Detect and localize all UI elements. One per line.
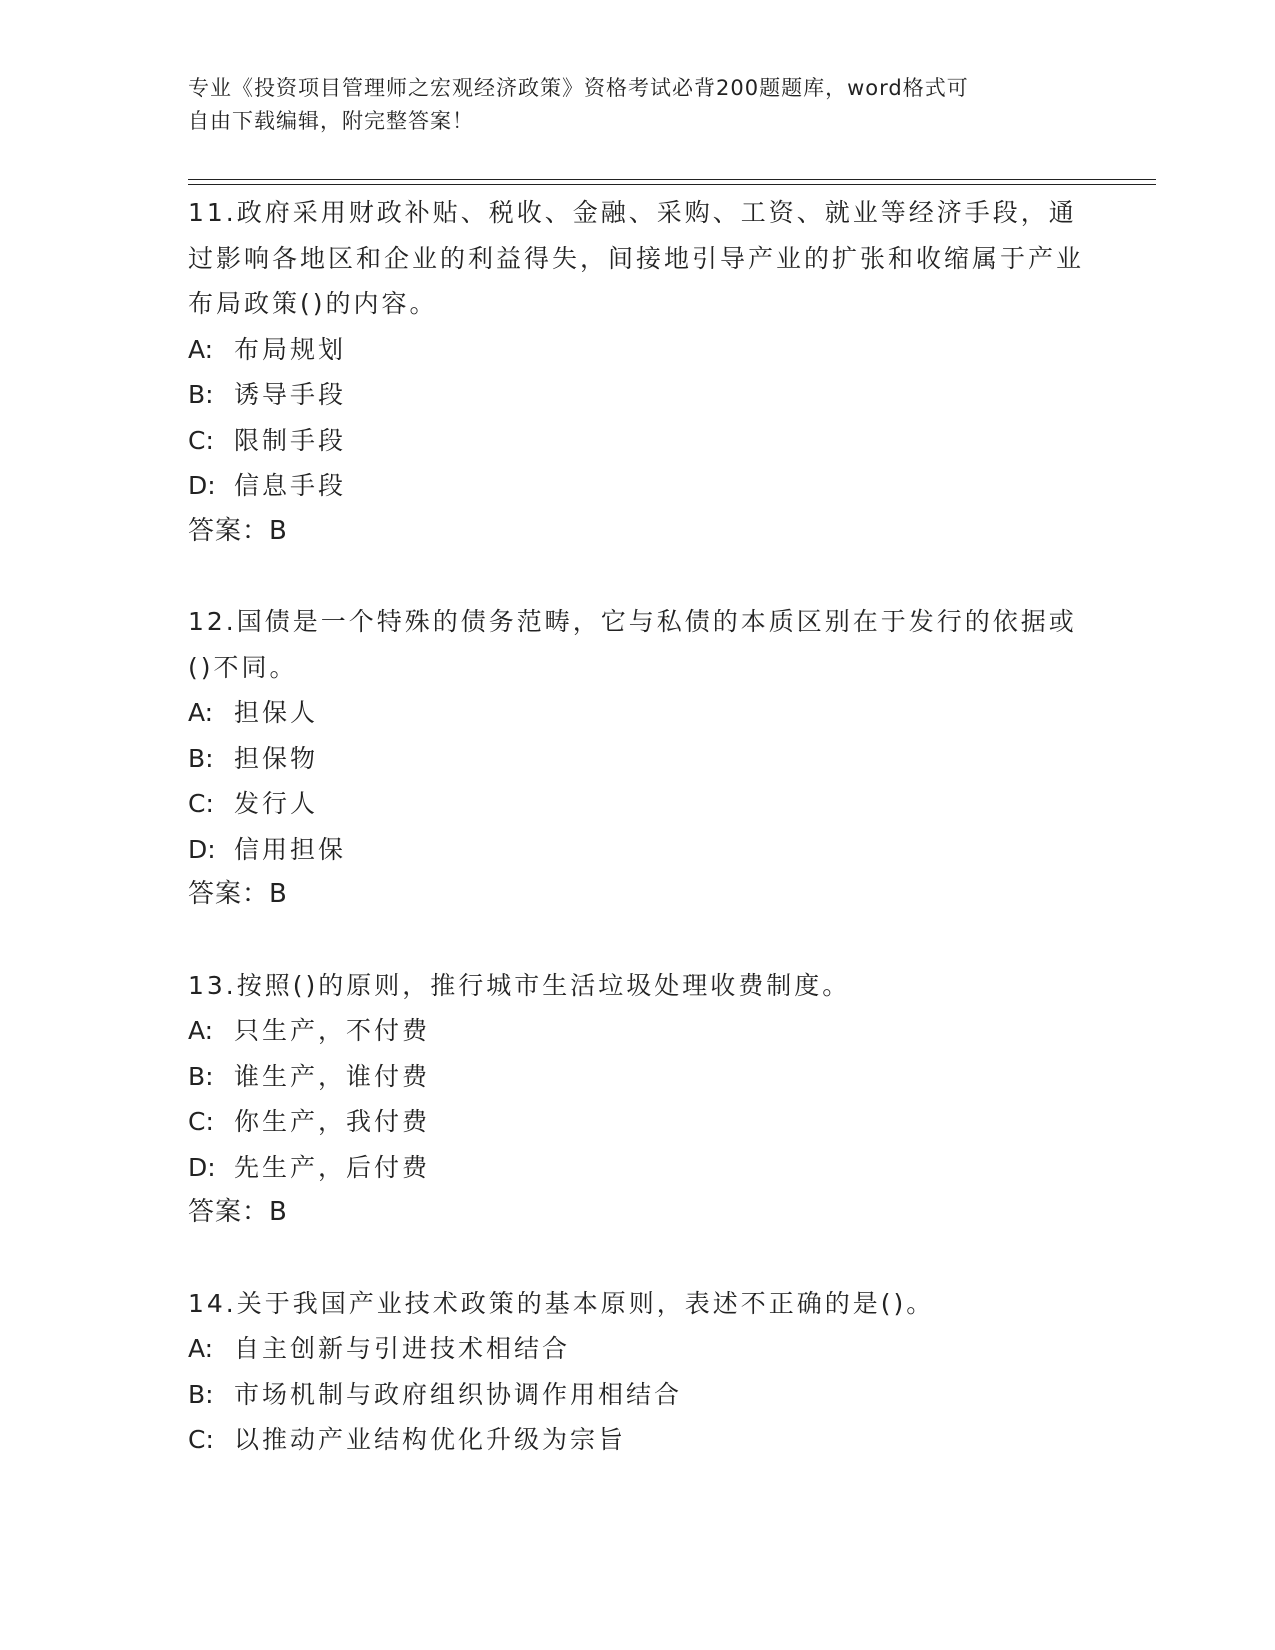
question-text: 12.国债是一个特殊的债务范畴，它与私债的本质区别在于发行的依据或()不同。 [188, 607, 1077, 682]
question-text: 13.按照()的原则，推行城市生活垃圾处理收费制度。 [188, 970, 851, 1000]
option-letter: B: [188, 743, 214, 773]
question-text: 14.关于我国产业技术政策的基本原则，表述不正确的是()。 [188, 1288, 935, 1318]
option-letter: C: [188, 1425, 214, 1454]
option-text: 限制手段 [234, 425, 347, 455]
option-letter: C: [188, 789, 214, 818]
header-divider-bottom [188, 184, 1156, 185]
question-11 [188, 190, 1088, 554]
option-letter: D: [188, 834, 216, 864]
option-text: 信用担保 [234, 834, 347, 864]
header-divider-top [188, 179, 1156, 180]
option-letter: C: [188, 1107, 214, 1136]
option-letter: D: [188, 471, 216, 500]
option-letter: B: [188, 380, 214, 409]
option-a [188, 1008, 1088, 1054]
option-d [188, 827, 1088, 873]
answer-line: 答案：B [188, 1197, 288, 1227]
option-c [188, 418, 1088, 464]
option-text: 担保物 [234, 743, 319, 773]
option-b [188, 736, 1088, 782]
option-letter: B: [188, 1061, 214, 1091]
option-b [188, 1372, 1088, 1418]
question-text: 11.政府采用财政补贴、税收、金融、采购、工资、就业等经济手段，通过影响各地区和企业的利益得失，间接地引导产业的扩张和收缩属于产业布局政策()的内容。 [188, 198, 1085, 318]
option-text: 诱导手段 [234, 380, 347, 409]
option-text: 先生产，后付费 [234, 1152, 431, 1182]
question-13 [188, 963, 1088, 1236]
option-b [188, 1054, 1088, 1100]
option-d [188, 1145, 1088, 1191]
option-letter: A: [188, 698, 214, 727]
option-text: 发行人 [234, 789, 319, 818]
option-letter: A: [188, 1334, 214, 1363]
option-text: 自主创新与引进技术相结合 [234, 1334, 571, 1363]
answer-line: 答案：B [188, 515, 288, 546]
option-text: 只生产，不付费 [234, 1016, 431, 1045]
question-12 [188, 599, 1088, 918]
option-text: 谁生产，谁付费 [234, 1061, 431, 1091]
option-text: 布局规划 [234, 334, 347, 364]
option-text: 担保人 [234, 698, 319, 727]
header-line-1: 专业《投资项目管理师之宏观经济政策》资格考试必背200题题库，word格式可 [188, 76, 969, 100]
option-text: 你生产，我付费 [234, 1107, 431, 1136]
option-b [188, 372, 1088, 418]
option-c [188, 1417, 1088, 1463]
option-letter: A: [188, 334, 214, 364]
option-letter: B: [188, 1379, 214, 1409]
option-c [188, 781, 1088, 827]
answer-line: 答案：B [188, 879, 288, 909]
option-text: 信息手段 [234, 471, 347, 500]
option-a [188, 327, 1088, 373]
option-a [188, 1326, 1088, 1372]
header-line-2: 自由下载编辑，附完整答案！ [188, 109, 474, 133]
option-text: 以推动产业结构优化升级为宗旨 [234, 1425, 627, 1454]
option-a [188, 690, 1088, 736]
option-c [188, 1099, 1088, 1145]
document-header [188, 72, 1088, 138]
option-letter: A: [188, 1016, 214, 1045]
question-14 [188, 1281, 1088, 1463]
option-letter: C: [188, 425, 214, 455]
option-d [188, 463, 1088, 509]
question-list [188, 190, 1088, 1508]
option-text: 市场机制与政府组织协调作用相结合 [234, 1379, 683, 1409]
option-letter: D: [188, 1152, 216, 1182]
